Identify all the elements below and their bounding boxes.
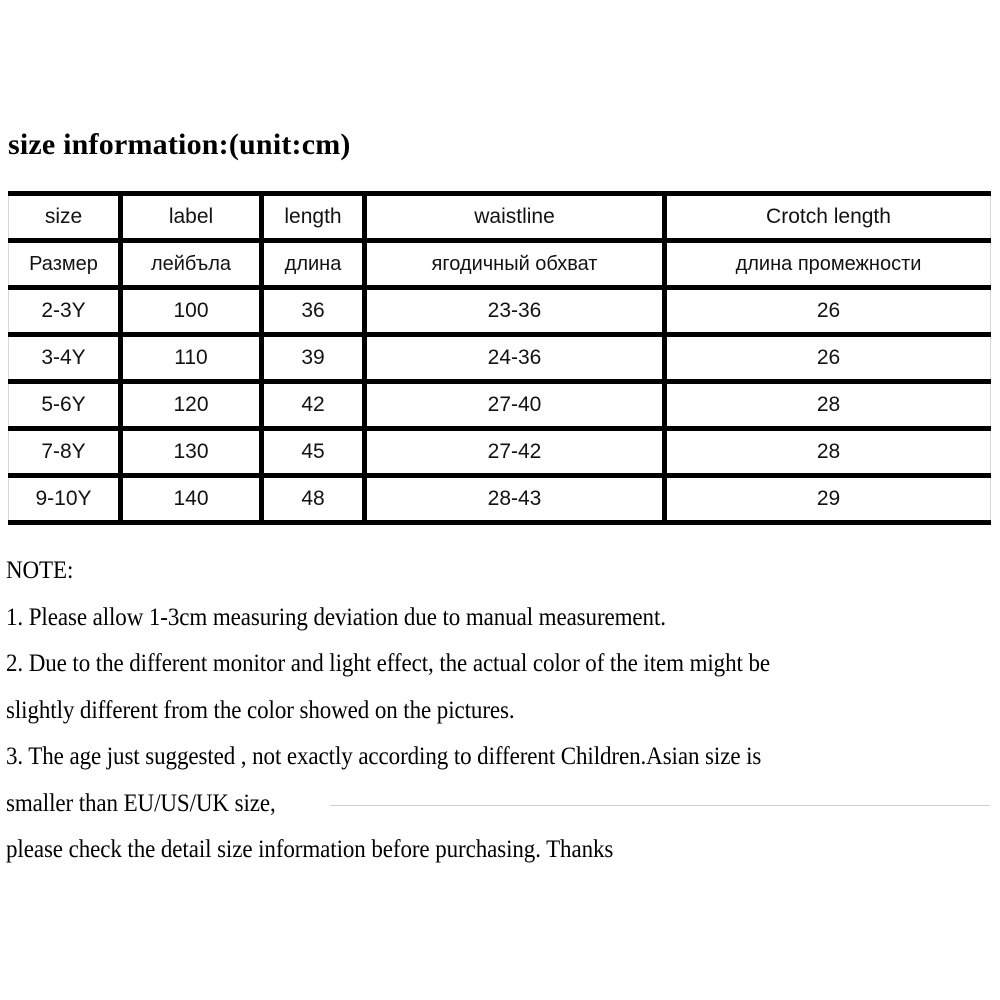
header-waistline-ru: ягодичный обхват (365, 241, 665, 288)
cell-size: 7-8Y (9, 429, 121, 476)
cell-crotch: 29 (665, 476, 991, 523)
table-row (9, 476, 991, 523)
header-waistline-en: waistline (365, 194, 665, 241)
header-label-ru: лейбъла (121, 241, 262, 288)
table-row (9, 382, 991, 429)
header-size-en: size (9, 194, 121, 241)
cell-label: 100 (121, 288, 262, 335)
cell-label: 140 (121, 476, 262, 523)
header-crotch-ru: длина промежности (665, 241, 991, 288)
cell-length: 36 (262, 288, 365, 335)
cell-size: 2-3Y (9, 288, 121, 335)
size-information-table (8, 191, 991, 525)
note-line-3b: smaller than EU/US/UK size, (6, 789, 276, 817)
header-size-ru: Размер (9, 241, 121, 288)
cell-length: 42 (262, 382, 365, 429)
note-line-2b: slightly different from the color showed on the pictures. (6, 696, 515, 724)
note-line-2a: 2. Due to the different monitor and light effect, the actual color of the item might be (6, 650, 770, 677)
cell-length: 45 (262, 429, 365, 476)
notes-section (6, 548, 1000, 874)
header-label-en: label (121, 194, 262, 241)
cell-length: 39 (262, 335, 365, 382)
cell-waistline: 24-36 (365, 335, 665, 382)
page-title: size information:(unit:cm) (8, 128, 351, 161)
notes-heading: NOTE: (6, 557, 74, 584)
note-line-1: 1. Please allow 1-3cm measuring deviation due to manual measurement. (6, 603, 666, 631)
cell-size: 5-6Y (9, 382, 121, 429)
hairline-artifact (330, 805, 990, 806)
cell-label: 120 (121, 382, 262, 429)
table-row (9, 288, 991, 335)
table-row (9, 335, 991, 382)
header-length-en: length (262, 194, 365, 241)
cell-waistline: 27-42 (365, 429, 665, 476)
header-crotch-en: Crotch length (665, 194, 991, 241)
header-length-ru: длина (262, 241, 365, 288)
cell-crotch: 28 (665, 429, 991, 476)
cell-waistline: 27-40 (365, 382, 665, 429)
cell-waistline: 23-36 (365, 288, 665, 335)
note-line-3a: 3. The age just suggested , not exactly according to different Children.Asian size is (6, 743, 762, 770)
cell-crotch: 26 (665, 288, 991, 335)
cell-label: 130 (121, 429, 262, 476)
table-row (9, 429, 991, 476)
cell-crotch: 28 (665, 382, 991, 429)
cell-crotch: 26 (665, 335, 991, 382)
cell-size: 3-4Y (9, 335, 121, 382)
table-header-row-ru (9, 241, 991, 288)
table-header-row-en (9, 194, 991, 241)
cell-size: 9-10Y (9, 476, 121, 523)
note-line-4: please check the detail size information before purchasing. Thanks (6, 836, 614, 863)
cell-label: 110 (121, 335, 262, 382)
cell-waistline: 28-43 (365, 476, 665, 523)
cell-length: 48 (262, 476, 365, 523)
